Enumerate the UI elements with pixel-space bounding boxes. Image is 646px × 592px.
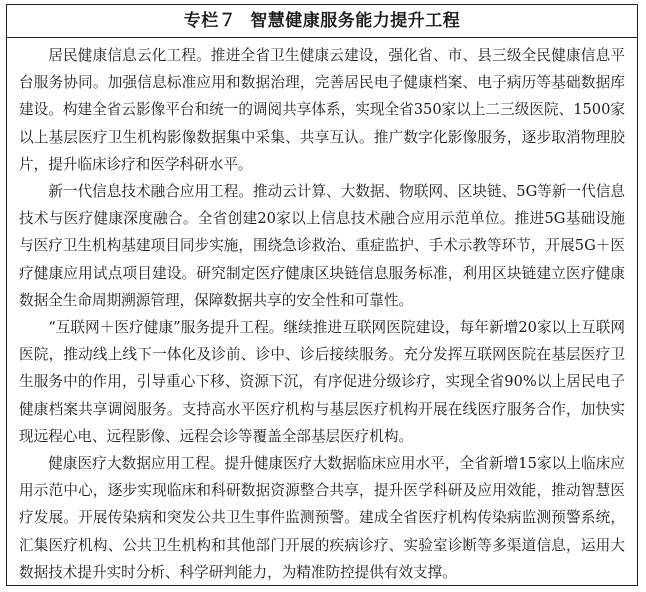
paragraph-big-data: 健康医疗大数据应用工程。提升健康医疗大数据临床应用水平，全省新增15家以上临床应用示范中心，逐步实现临床和科研数据资源整合共享，提升医学科研及应用效能，推动智慧医疗发展。开展传染病和突发公共卫生事件监测预警。建成全省医疗机构传染病监测预警系统，汇集医疗机构、公共卫生机构和其他部门开展的疾病诊疗、实验室诊断等多渠道信息，运用大数据技术提升实时分析、科学研判能力，为精准防控提供有效支撑。	[19, 455, 625, 581]
paragraph-cloud-health-info: 居民健康信息云化工程。推进全省卫生健康云建设，强化省、市、县三级全民健康信息平台服务协同。加强信息标准应用和数据治理，完善居民电子健康档案、电子病历等基础数据库建设。构建全省云影像平台和统一的调阅共享体系，实现全省350家以上二三级医院、1500家以上基层医疗卫生机构影像数据集中采集、共享互认。推广数字化影像服务，逐步取消物理胶片，提升临床诊疗和医学科研水平。	[19, 47, 625, 173]
paragraph-new-it-integration: 新一代信息技术融合应用工程。推动云计算、大数据、物联网、区块链、5G等新一代信息技术与医疗健康深度融合。全省创建20家以上信息技术融合应用示范单位。推进5G基础设施与医疗卫生机构基建项目同步实施，围绕急诊救治、重症监护、手术示教等环节，开展5G＋医疗健康应用试点项目建设。研究制定医疗健康区块链信息服务标准，利用区块链建立医疗健康数据全生命周期溯源管理，保障数据共享的安全性和可靠性。	[19, 183, 625, 309]
box-label: 专栏７	[183, 11, 237, 31]
box-title: 智慧健康服务能力提升工程	[250, 11, 461, 31]
box-content	[7, 38, 637, 586]
box-title-bar	[7, 5, 637, 38]
feature-box	[6, 4, 638, 586]
paragraph-internet-healthcare: “互联网＋医疗健康”服务提升工程。继续推进互联网医院建设，每年新增20家以上互联网医院，推动线上线下一体化及诊前、诊中、诊后接续服务。充分发挥互联网医院在基层医疗卫生服务中的作用，引导重心下移、资源下沉，有序促进分级诊疗，实现全省90%以上居民电子健康档案共享调阅服务。支持高水平医疗机构与基层医疗机构开展在线医疗服务合作，加快实现远程心电、远程影像、远程会诊等覆盖全部基层医疗机构。	[19, 319, 625, 445]
